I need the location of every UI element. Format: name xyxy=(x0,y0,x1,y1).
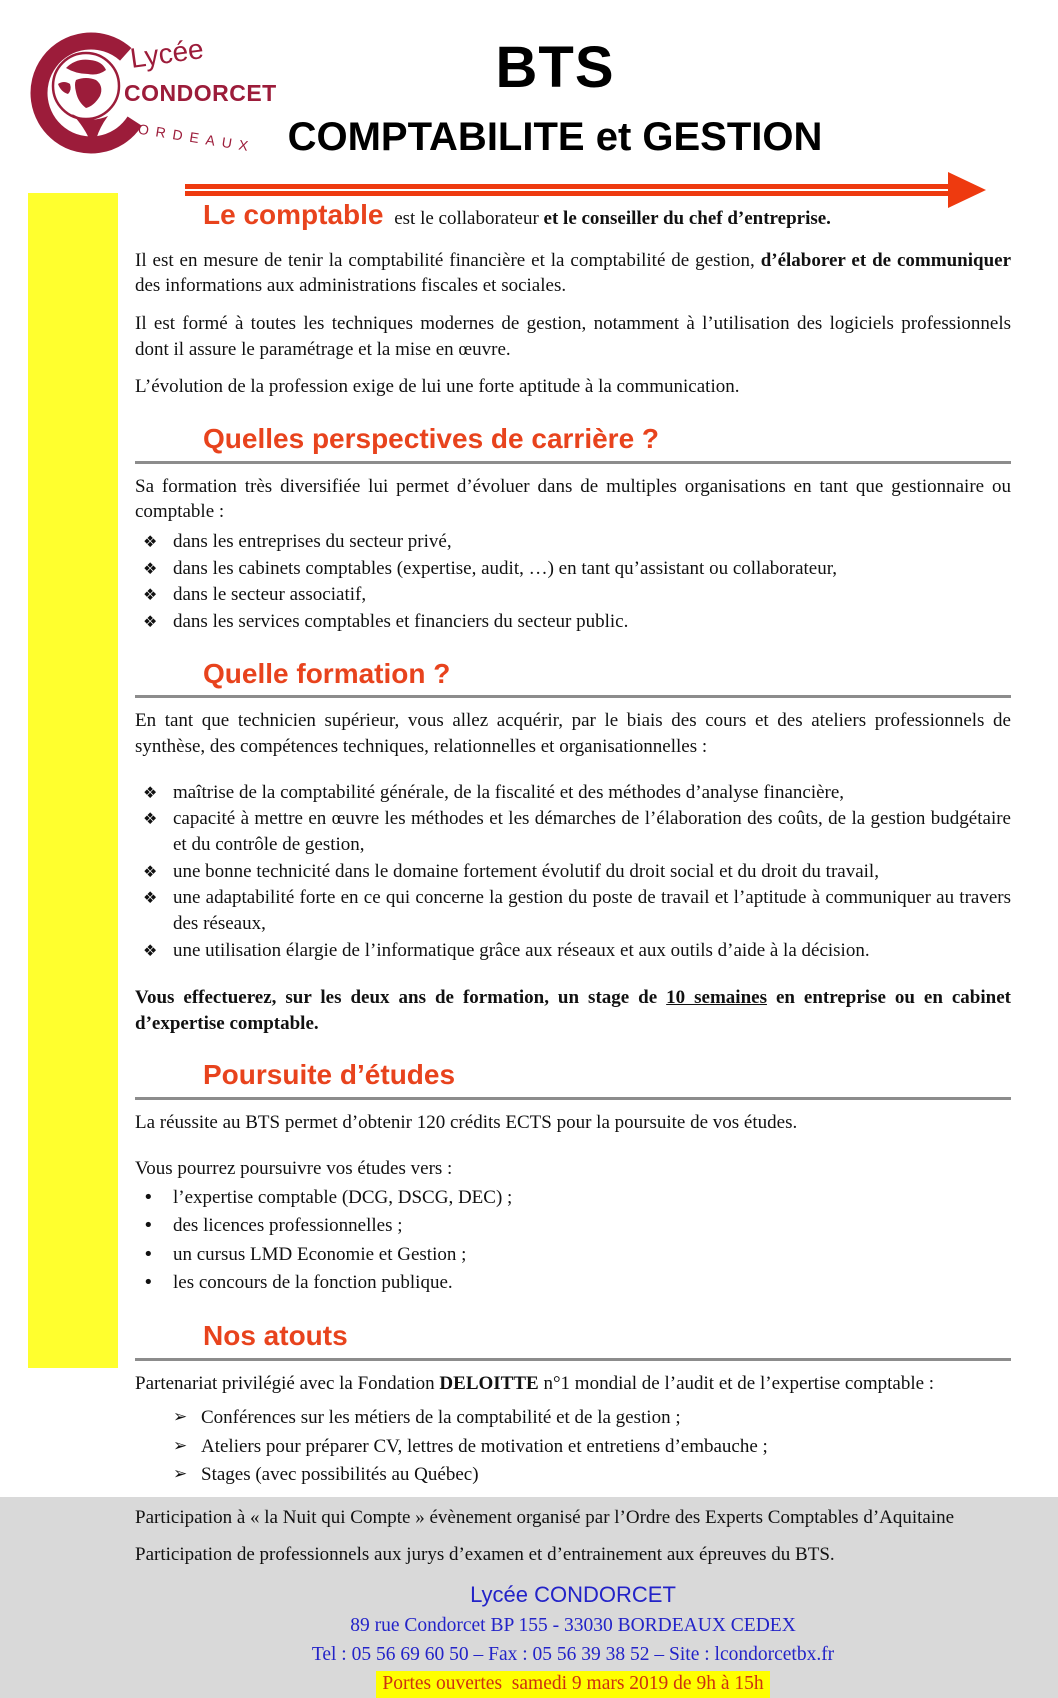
dot-bullet-icon: • xyxy=(143,1272,154,1294)
participation-paragraph-2: Participation de professionnels aux jurys d’examen et d’entrainement aux épreuves du BTS. xyxy=(135,1544,835,1566)
section-title: Quelle formation ? xyxy=(203,657,451,689)
header-titles xyxy=(160,34,950,160)
diamond-bullet-icon: ❖ xyxy=(143,861,158,881)
stage-paragraph xyxy=(135,985,1011,1036)
list-item xyxy=(135,885,1011,936)
section-title: Nos atouts xyxy=(203,1319,348,1351)
poursuite-paragraph-2: Vous pourrez poursuivre vos études vers : xyxy=(135,1157,453,1179)
list-item xyxy=(135,780,1011,806)
list-item-text: Ateliers pour préparer CV, lettres de motivation et entretiens d’embauche ; xyxy=(201,1435,768,1457)
arrow-bullet-icon: ➢ xyxy=(173,1464,188,1485)
poursuite-list xyxy=(135,1184,1011,1297)
list-item xyxy=(135,806,1011,857)
list-item-text: Conférences sur les métiers de la comptabilité et de la gestion ; xyxy=(201,1407,681,1429)
diamond-bullet-icon: ❖ xyxy=(143,940,158,960)
list-item-text: une utilisation élargie de l’informatique grâce aux réseaux et aux outils d’aide à la décision. xyxy=(173,939,870,961)
logo-word-lycee: Lycée xyxy=(128,33,206,74)
list-item xyxy=(135,1184,1011,1212)
section-title: Poursuite d’études xyxy=(203,1059,456,1091)
list-item xyxy=(135,556,1011,582)
lead-sentence xyxy=(135,196,1011,234)
diamond-bullet-icon: ❖ xyxy=(143,782,158,802)
diamond-bullet-icon: ❖ xyxy=(143,558,158,578)
section-heading-perspectives xyxy=(135,420,1011,464)
list-item xyxy=(135,609,1011,635)
list-item xyxy=(135,1433,1011,1461)
footer-school-name: Lycée CONDORCET xyxy=(470,1582,676,1608)
stage-text-a: Vous effectuerez, sur les deux ans de formation, un stage de xyxy=(135,987,667,1009)
footer xyxy=(135,1580,1011,1698)
lead-heading: Le comptable xyxy=(203,199,384,230)
list-item-text: les concours de la fonction publique. xyxy=(173,1272,453,1294)
formation-intro: En tant que technicien supérieur, vous allez acquérir, par le biais des cours et des ateliers professionnels de synthèse, des compétences techniques, relationnelles et organisationnelles : xyxy=(135,710,1011,758)
list-item-text: une bonne technicité dans le domaine fortement évolutif du droit social et du droit du travail, xyxy=(173,860,879,882)
list-item-text: une adaptabilité forte en ce qui concerne la gestion du poste de travail et l’aptitude à communiquer au travers des réseaux, xyxy=(173,887,1011,934)
list-item-text: dans les services comptables et financiers du secteur public. xyxy=(173,611,629,632)
yellow-sidebar xyxy=(28,193,118,1368)
logo-word-bordeaux: BORDEAUX xyxy=(120,118,257,155)
formation-list xyxy=(135,780,1011,963)
list-item-text: dans les cabinets comptables (expertise, audit, …) en tant qu’assistant ou collaborateur, xyxy=(173,557,838,579)
participation-paragraph-1: Participation à « la Nuit qui Compte » évènement organisé par l’Ordre des Experts Comptables d’Aquitaine xyxy=(135,1506,955,1528)
intro-paragraph-2: Il est formé à toutes les techniques modernes de gestion, notamment à l’utilisation des logiciels professionnels dont il assure le paramétrage et la mise en œuvre. xyxy=(135,313,1011,360)
stage-text-underlined: 10 semaines xyxy=(666,987,767,1009)
arrow-bullet-icon: ➢ xyxy=(173,1407,188,1428)
diamond-bullet-icon: ❖ xyxy=(143,888,158,908)
list-item-text: dans les entreprises du secteur privé, xyxy=(173,531,452,553)
lead-text-bold: et le conseiller du chef d’entreprise. xyxy=(543,208,831,229)
list-item xyxy=(135,1212,1011,1240)
logo-word-condorcet: CONDORCET xyxy=(124,80,277,106)
section-heading-poursuite xyxy=(135,1056,1011,1100)
footer-address: 89 rue Condorcet BP 155 - 33030 BORDEAUX CEDEX xyxy=(350,1614,796,1636)
diamond-bullet-icon: ❖ xyxy=(143,532,158,552)
list-item-text: des licences professionnelles ; xyxy=(173,1215,403,1237)
list-item-text: l’expertise comptable (DCG, DSCG, DEC) ; xyxy=(173,1186,513,1208)
footer-contact: Tel : 05 56 69 60 50 – Fax : 05 56 39 38 52 – Site : lcondorcetbx.fr xyxy=(311,1644,835,1666)
perspectives-intro: Sa formation très diversifiée lui permet d’évoluer dans de multiples organisations en tant que gestionnaire ou comptable : xyxy=(135,475,1011,523)
page-subtitle: COMPTABILITE et GESTION xyxy=(287,115,823,159)
intro-paragraph-3: L’évolution de la profession exige de lui une forte aptitude à la communication. xyxy=(135,376,740,398)
section-heading-formation xyxy=(135,655,1011,699)
list-item xyxy=(135,1241,1011,1269)
main-content xyxy=(135,196,1011,1698)
lead-text-normal: est le collaborateur xyxy=(389,208,544,229)
diamond-bullet-icon: ❖ xyxy=(143,585,158,605)
list-item xyxy=(135,1404,1011,1432)
arrow-divider-line xyxy=(185,184,948,196)
intro-paragraph-1 xyxy=(135,248,1011,299)
list-item xyxy=(135,859,1011,885)
arrow-bullet-icon: ➢ xyxy=(173,1435,188,1456)
intro-p1-c: des informations aux administrations fiscales et sociales. xyxy=(135,275,567,297)
atouts-intro-a: Partenariat privilégié avec la Fondation xyxy=(135,1372,440,1394)
section-title: Quelles perspectives de carrière ? xyxy=(203,423,660,454)
list-item-text: Stages (avec possibilités au Québec) xyxy=(201,1464,479,1486)
open-day-banner: Portes ouvertes samedi 9 mars 2019 de 9h à 15h xyxy=(376,1671,769,1697)
section-heading-atouts xyxy=(135,1317,1011,1361)
list-item xyxy=(135,1461,1011,1489)
list-item-text: maîtrise de la comptabilité générale, de la fiscalité et des méthodes d’analyse financière, xyxy=(173,781,845,803)
spacer xyxy=(135,1497,1011,1505)
poursuite-paragraph-1: La réussite au BTS permet d’obtenir 120 crédits ECTS pour la poursuite de vos études. xyxy=(135,1112,798,1134)
dot-bullet-icon: • xyxy=(143,1215,154,1237)
atouts-intro-c: n°1 mondial de l’audit et de l’expertise comptable : xyxy=(538,1372,935,1394)
spacer xyxy=(135,772,1011,780)
page-title: BTS xyxy=(495,35,615,100)
list-item-text: capacité à mettre en œuvre les méthodes et les démarches de l’élaboration des coûts, de la gestion budgétaire et du contrôle de gestion, xyxy=(173,808,1011,855)
atouts-intro xyxy=(135,1371,1011,1397)
diamond-bullet-icon: ❖ xyxy=(143,612,158,631)
list-item xyxy=(135,529,1011,555)
list-item xyxy=(135,938,1011,964)
spacer xyxy=(135,1148,1011,1156)
list-item xyxy=(135,582,1011,608)
dot-bullet-icon: • xyxy=(143,1243,154,1265)
list-item-text: dans le secteur associatif, xyxy=(173,584,367,606)
list-item xyxy=(135,1269,1011,1297)
stage-text-b: en entreprise ou en cabinet d’expertise comptable. xyxy=(135,987,1011,1034)
atouts-list xyxy=(135,1404,1011,1489)
intro-p1-a: Il est en mesure de tenir la comptabilité financière et la comptabilité de gestion, xyxy=(135,249,761,271)
diamond-bullet-icon: ❖ xyxy=(143,809,158,829)
atouts-intro-deloitte: DELOITTE xyxy=(439,1372,539,1394)
perspectives-list xyxy=(135,529,1011,635)
list-item-text: un cursus LMD Economie et Gestion ; xyxy=(173,1243,467,1265)
intro-p1-b: d’élaborer et de communiquer xyxy=(760,249,1012,271)
dot-bullet-icon: • xyxy=(143,1186,154,1208)
